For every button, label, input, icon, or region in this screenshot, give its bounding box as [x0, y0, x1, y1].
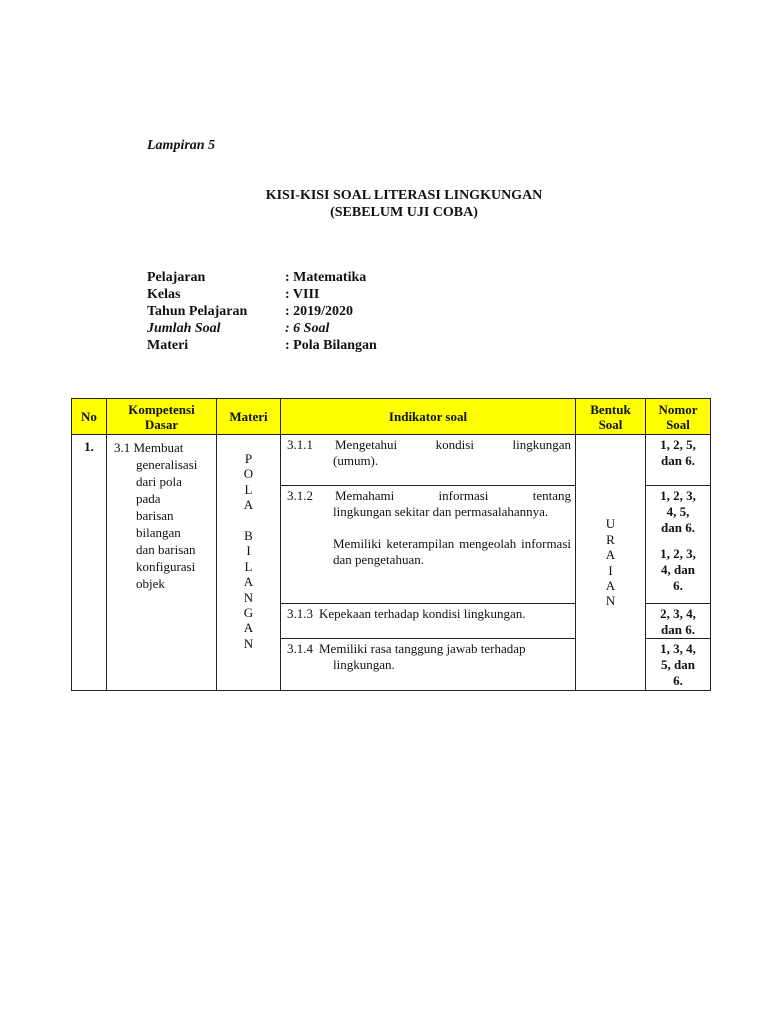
header-nomor-line1: Nomor [658, 401, 698, 417]
indikator-text: Memiliki rasa tanggung jawab terhadap [319, 641, 526, 656]
nomor-line: 4, dan [661, 562, 695, 577]
kd-line: dari pola [136, 474, 182, 489]
kompetensi-dasar-cell [107, 435, 217, 691]
indikator-continuation: (umum). [333, 453, 379, 468]
bentuk-letter: A [605, 547, 616, 563]
materi-letter: P [244, 451, 253, 466]
header-bentuk-line2: Soal [598, 416, 623, 432]
indikator-cell [281, 604, 576, 639]
indikator-continuation: lingkungan. [333, 657, 395, 672]
nomor-soal-cell [646, 435, 711, 486]
attachment-label: Lampiran 5 [147, 138, 216, 153]
nomor-soal-cell [646, 639, 711, 691]
nomor-gap [646, 536, 710, 546]
nomor-line: 1, 2, 5, [660, 437, 696, 452]
indikator-cell [281, 435, 576, 486]
header-indikator: Indikator soal [281, 399, 576, 435]
meta-row-tahun [147, 303, 377, 320]
header-bentuk-line1: Bentuk [590, 401, 631, 417]
header-kd-line2: Dasar [144, 416, 179, 432]
indikator-code: 3.1.1 [287, 437, 313, 452]
meta-value: : Pola Bilangan [285, 338, 377, 353]
meta-key: Kelas [147, 287, 181, 302]
materi-letter: A [243, 497, 254, 513]
indikator-code: 3.1.2 [287, 488, 313, 503]
indikator-code: 3.1.4 [287, 641, 313, 656]
nomor-line: 5, dan [661, 657, 695, 672]
nomor-line: 6. [673, 673, 683, 688]
kd-line: dan barisan [136, 542, 196, 557]
metadata-block [147, 269, 377, 354]
header-materi: Materi [217, 399, 281, 435]
meta-key: Pelajaran [147, 270, 206, 285]
meta-row-pelajaran [147, 269, 377, 286]
meta-row-jumlah-soal [147, 320, 377, 337]
bentuk-letter: U [605, 516, 616, 532]
nomor-line: 1, 2, 3, [660, 488, 696, 503]
kd-line: bilangan [136, 525, 181, 540]
document-title: KISI-KISI SOAL LITERASI LINGKUNGAN [265, 188, 543, 203]
nomor-line: dan 6. [661, 453, 695, 468]
indikator-text: Memahami informasi tentang [335, 488, 571, 503]
meta-value: : VIII [285, 287, 320, 302]
meta-key: Materi [147, 338, 189, 353]
indikator-text: Kepekaan terhadap kondisi lingkungan. [319, 606, 526, 621]
table-header-row [72, 399, 711, 435]
meta-row-materi [147, 337, 377, 354]
meta-key: Jumlah Soal [147, 321, 221, 336]
header-no: No [72, 399, 107, 435]
kisi-kisi-table [71, 398, 711, 691]
meta-value: : 6 Soal [285, 321, 330, 336]
kd-line: barisan [136, 508, 174, 523]
nomor-soal-cell [646, 604, 711, 639]
header-kd-line1: Kompetensi [128, 401, 195, 417]
header-bentuk-soal [576, 399, 646, 435]
indikator-cell [281, 639, 576, 691]
materi-letter: B [244, 528, 253, 544]
nomor-soal-cell [646, 486, 711, 604]
nomor-line: 1, 3, 4, [660, 641, 696, 656]
header-nomor-line2: Soal [666, 416, 690, 432]
materi-vertical-cell [217, 435, 281, 691]
bentuk-soal-vertical-cell [576, 435, 646, 691]
materi-letter: G [243, 605, 254, 621]
bentuk-letter: A [605, 577, 616, 593]
header-kompetensi-dasar [107, 399, 217, 435]
bentuk-letter: R [606, 531, 615, 547]
meta-value: : Matematika [285, 270, 367, 285]
materi-letter: O [243, 466, 254, 482]
nomor-line: dan 6. [661, 622, 695, 637]
materi-letter: N [243, 635, 254, 651]
indikator-second-paragraph: Memiliki keterampilan mengeolah informasi dan pengetahuan. [333, 536, 571, 567]
kd-line: objek [136, 576, 165, 591]
meta-value: : 2019/2020 [285, 304, 354, 319]
kd-line: generalisasi [136, 457, 198, 472]
row-number: 1. [72, 435, 107, 691]
kd-line: konfigurasi [136, 559, 196, 574]
meta-row-kelas [147, 286, 377, 303]
table-row [72, 435, 711, 486]
materi-letter: A [243, 574, 254, 590]
nomor-line: 2, 3, 4, [660, 606, 696, 621]
indikator-text: Mengetahui kondisi lingkungan [335, 437, 571, 452]
nomor-line: 1, 2, 3, [660, 546, 696, 561]
indikator-continuation: lingkungan sekitar dan permasalahannya. [333, 504, 549, 519]
kd-line: pada [136, 491, 161, 506]
nomor-line: 6. [673, 578, 683, 593]
nomor-line: 4, 5, [666, 504, 690, 519]
materi-letter: N [243, 589, 254, 605]
kd-first-line: 3.1 Membuat [114, 440, 184, 455]
indikator-code: 3.1.3 [287, 606, 313, 621]
materi-letter-spacer [217, 513, 280, 528]
header-nomor-soal [646, 399, 711, 435]
bentuk-letter: N [605, 593, 616, 609]
materi-letter: I [246, 543, 251, 559]
meta-key: Tahun Pelajaran [147, 304, 248, 319]
indikator-cell [281, 486, 576, 604]
nomor-line: dan 6. [661, 520, 695, 535]
document-subtitle: (SEBELUM UJI COBA) [330, 205, 478, 220]
materi-letter: L [244, 558, 253, 574]
materi-letter: L [244, 481, 253, 497]
bentuk-letter: I [608, 562, 613, 578]
materi-letter: A [243, 620, 254, 636]
